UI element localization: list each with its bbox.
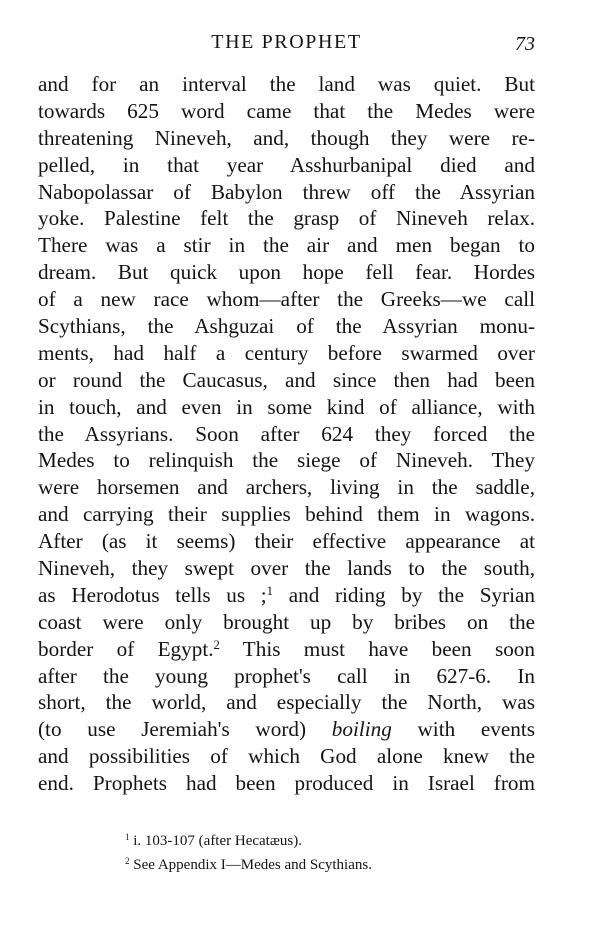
text-segment: (to use Jeremiah's word): [38, 717, 332, 742]
footnote-marker: 1: [125, 832, 130, 843]
text-line: towards 625 word came that the Medes were: [38, 98, 535, 123]
text-line: and carrying their supplies behind them in wagons.: [38, 502, 535, 527]
text-line: coast were only brought up by bribes on the: [38, 609, 535, 634]
footnote-text: i. 103-107 (after Hecatæus).: [129, 833, 302, 849]
footnote-ref-2[interactable]: 2: [213, 637, 220, 652]
text-line: yoke. Palestine felt the grasp of Nineveh relax.: [38, 206, 535, 231]
text-line: were horsemen and archers, living in the saddle,: [38, 475, 535, 500]
text-line: or round the Caucasus, and since then had been: [38, 367, 535, 392]
footnote-marker: 2: [125, 856, 130, 867]
text-line: the Assyrians. Soon after 624 they forced the: [38, 421, 535, 446]
text-segment: border of Egypt.: [38, 636, 214, 661]
text-segment: as Herodotus tells us ;: [38, 582, 267, 607]
text-line: and for an interval the land was quiet. But: [38, 72, 535, 96]
text-line: threatening Nineveh, and, though they were re-: [38, 125, 535, 150]
text-line: Scythians, the Ashguzai of the Assyrian monu-: [38, 314, 535, 339]
text-line: and possibilities of which God alone knew the: [38, 744, 535, 769]
footnote-2: [125, 853, 545, 877]
text-segment: with events: [391, 717, 536, 742]
text-line-with-footnote-ref: [38, 636, 535, 663]
running-head: [38, 30, 535, 54]
footnote-1: [125, 829, 545, 853]
footnote-text: See Appendix I—Medes and Scythians.: [129, 857, 372, 873]
text-segment: and riding by the Syrian: [273, 582, 536, 607]
text-line: Nineveh, they swept over the lands to the south,: [38, 556, 535, 581]
footnotes: [125, 829, 545, 877]
text-line: After (as it seems) their effective appearance at: [38, 529, 535, 554]
text-line: in touch, and even in some kind of alliance, with: [38, 394, 535, 419]
text-line: after the young prophet's call in 627-6. In: [38, 663, 535, 688]
body-text: [38, 71, 535, 797]
text-line: Medes to relinquish the siege of Nineveh. They: [38, 448, 535, 473]
text-segment: This must have been soon: [219, 636, 535, 661]
text-line: Nabopolassar of Babylon threw off the Assyrian: [38, 179, 535, 204]
text-line-with-italic: [38, 716, 535, 743]
footnote-ref-1[interactable]: 1: [266, 583, 274, 598]
text-line: dream. But quick upon hope fell fear. Hordes: [38, 260, 535, 285]
text-line: pelled, in that year Asshurbanipal died and: [38, 152, 535, 177]
text-line: ments, had half a century before swarmed over: [38, 340, 535, 365]
text-line: There was a stir in the air and men began to: [38, 233, 535, 258]
italic-word: boiling: [331, 717, 392, 742]
running-title: THE PROPHET: [211, 31, 362, 53]
text-line-with-footnote-ref: [38, 582, 535, 609]
page-number: 73: [515, 33, 535, 55]
text-line: of a new race whom—after the Greeks—we call: [38, 287, 535, 312]
text-line: short, the world, and especially the North, was: [38, 690, 535, 715]
text-line: end. Prophets had been produced in Israel from: [38, 771, 535, 796]
